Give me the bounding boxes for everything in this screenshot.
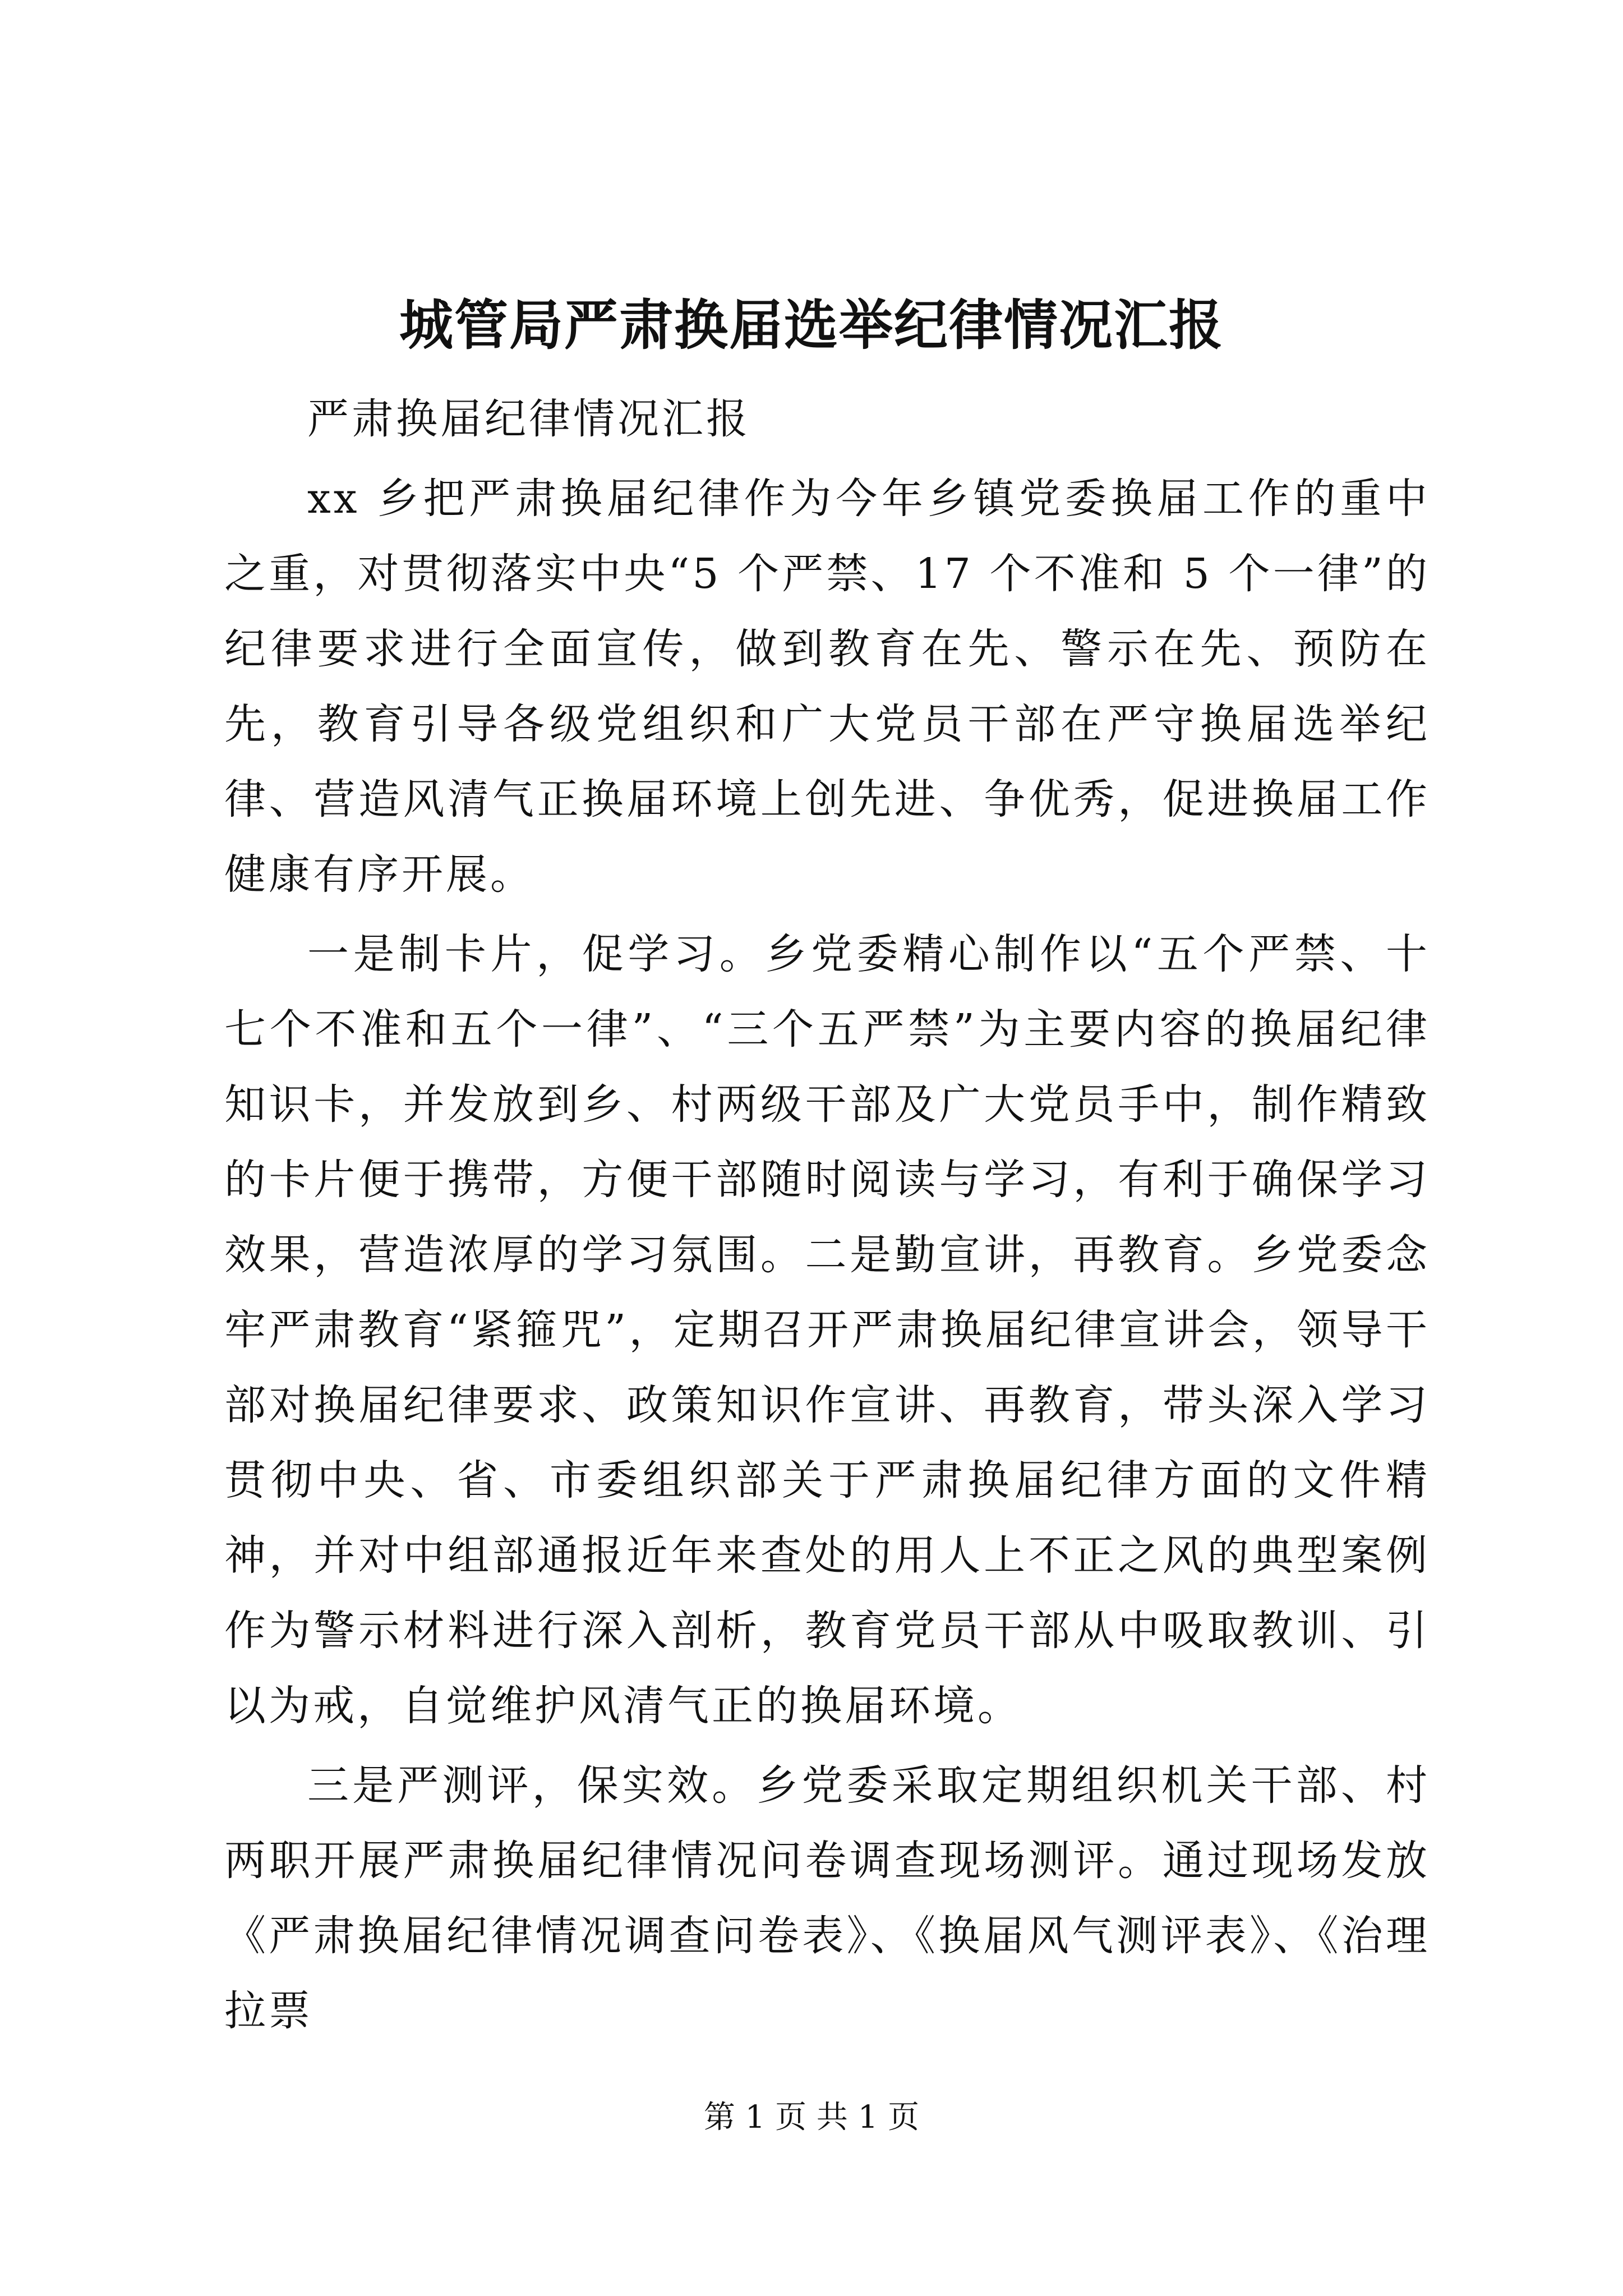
paragraph-subtitle: 严肃换届纪律情况汇报	[307, 395, 750, 443]
page-number-footer: 第 1 页 共 1 页	[703, 2099, 920, 2136]
paragraph-measures-1-2: 一是制卡片，促学习。乡党委精心制作以“五个严禁、十七个不准和五个一律”、“三个五严禁”为主要内容的换届纪律知识卡，并发放到乡、村两级干部及广大党员手中，制作精致的卡片便于携带，方便干部随时阅读与学习，有利于确保学习效果，营造浓厚的学习氛围。二是勤宣讲，再教育。乡党委念牢严肃教育“紧箍咒”，定期召开严肃换届纪律宣讲会，领导干部对换届纪律要求、政策知识作宣讲、再教育，带头深入学习贯彻中央、省、市委组织部关于严肃换届纪律方面的文件精神，并对中组部通报近年来查处的用人上不正之风的典型案例作为警示材料进行深入剖析，教育党员干部从中吸取教训、引以为戒，自觉维护风清气正的换届环境。	[224, 930, 1430, 1730]
document-body	[224, 381, 1430, 2053]
document-title: 城管局严肃换届选举纪律情况汇报	[399, 293, 1224, 357]
paragraph-intro: xx 乡把严肃换届纪律作为今年乡镇党委换届工作的重中之重，对贯彻落实中央“5 个严禁、17 个不准和 5 个一律”的纪律要求进行全面宣传，做到教育在先、警示在先、预防在先，教育引导各级党组织和广大党员干部在严守换届选举纪律、营造风清气正换届环境上创先进、争优秀，促进换届工作健康有序开展。	[224, 475, 1430, 899]
paragraph-measure-3: 三是严测评，保实效。乡党委采取定期组织机关干部、村两职开展严肃换届纪律情况问卷调查现场测评。通过现场发放《严肃换届纪律情况调查问卷表》、《换届风气测评表》、《治理拉票	[224, 1761, 1430, 2035]
